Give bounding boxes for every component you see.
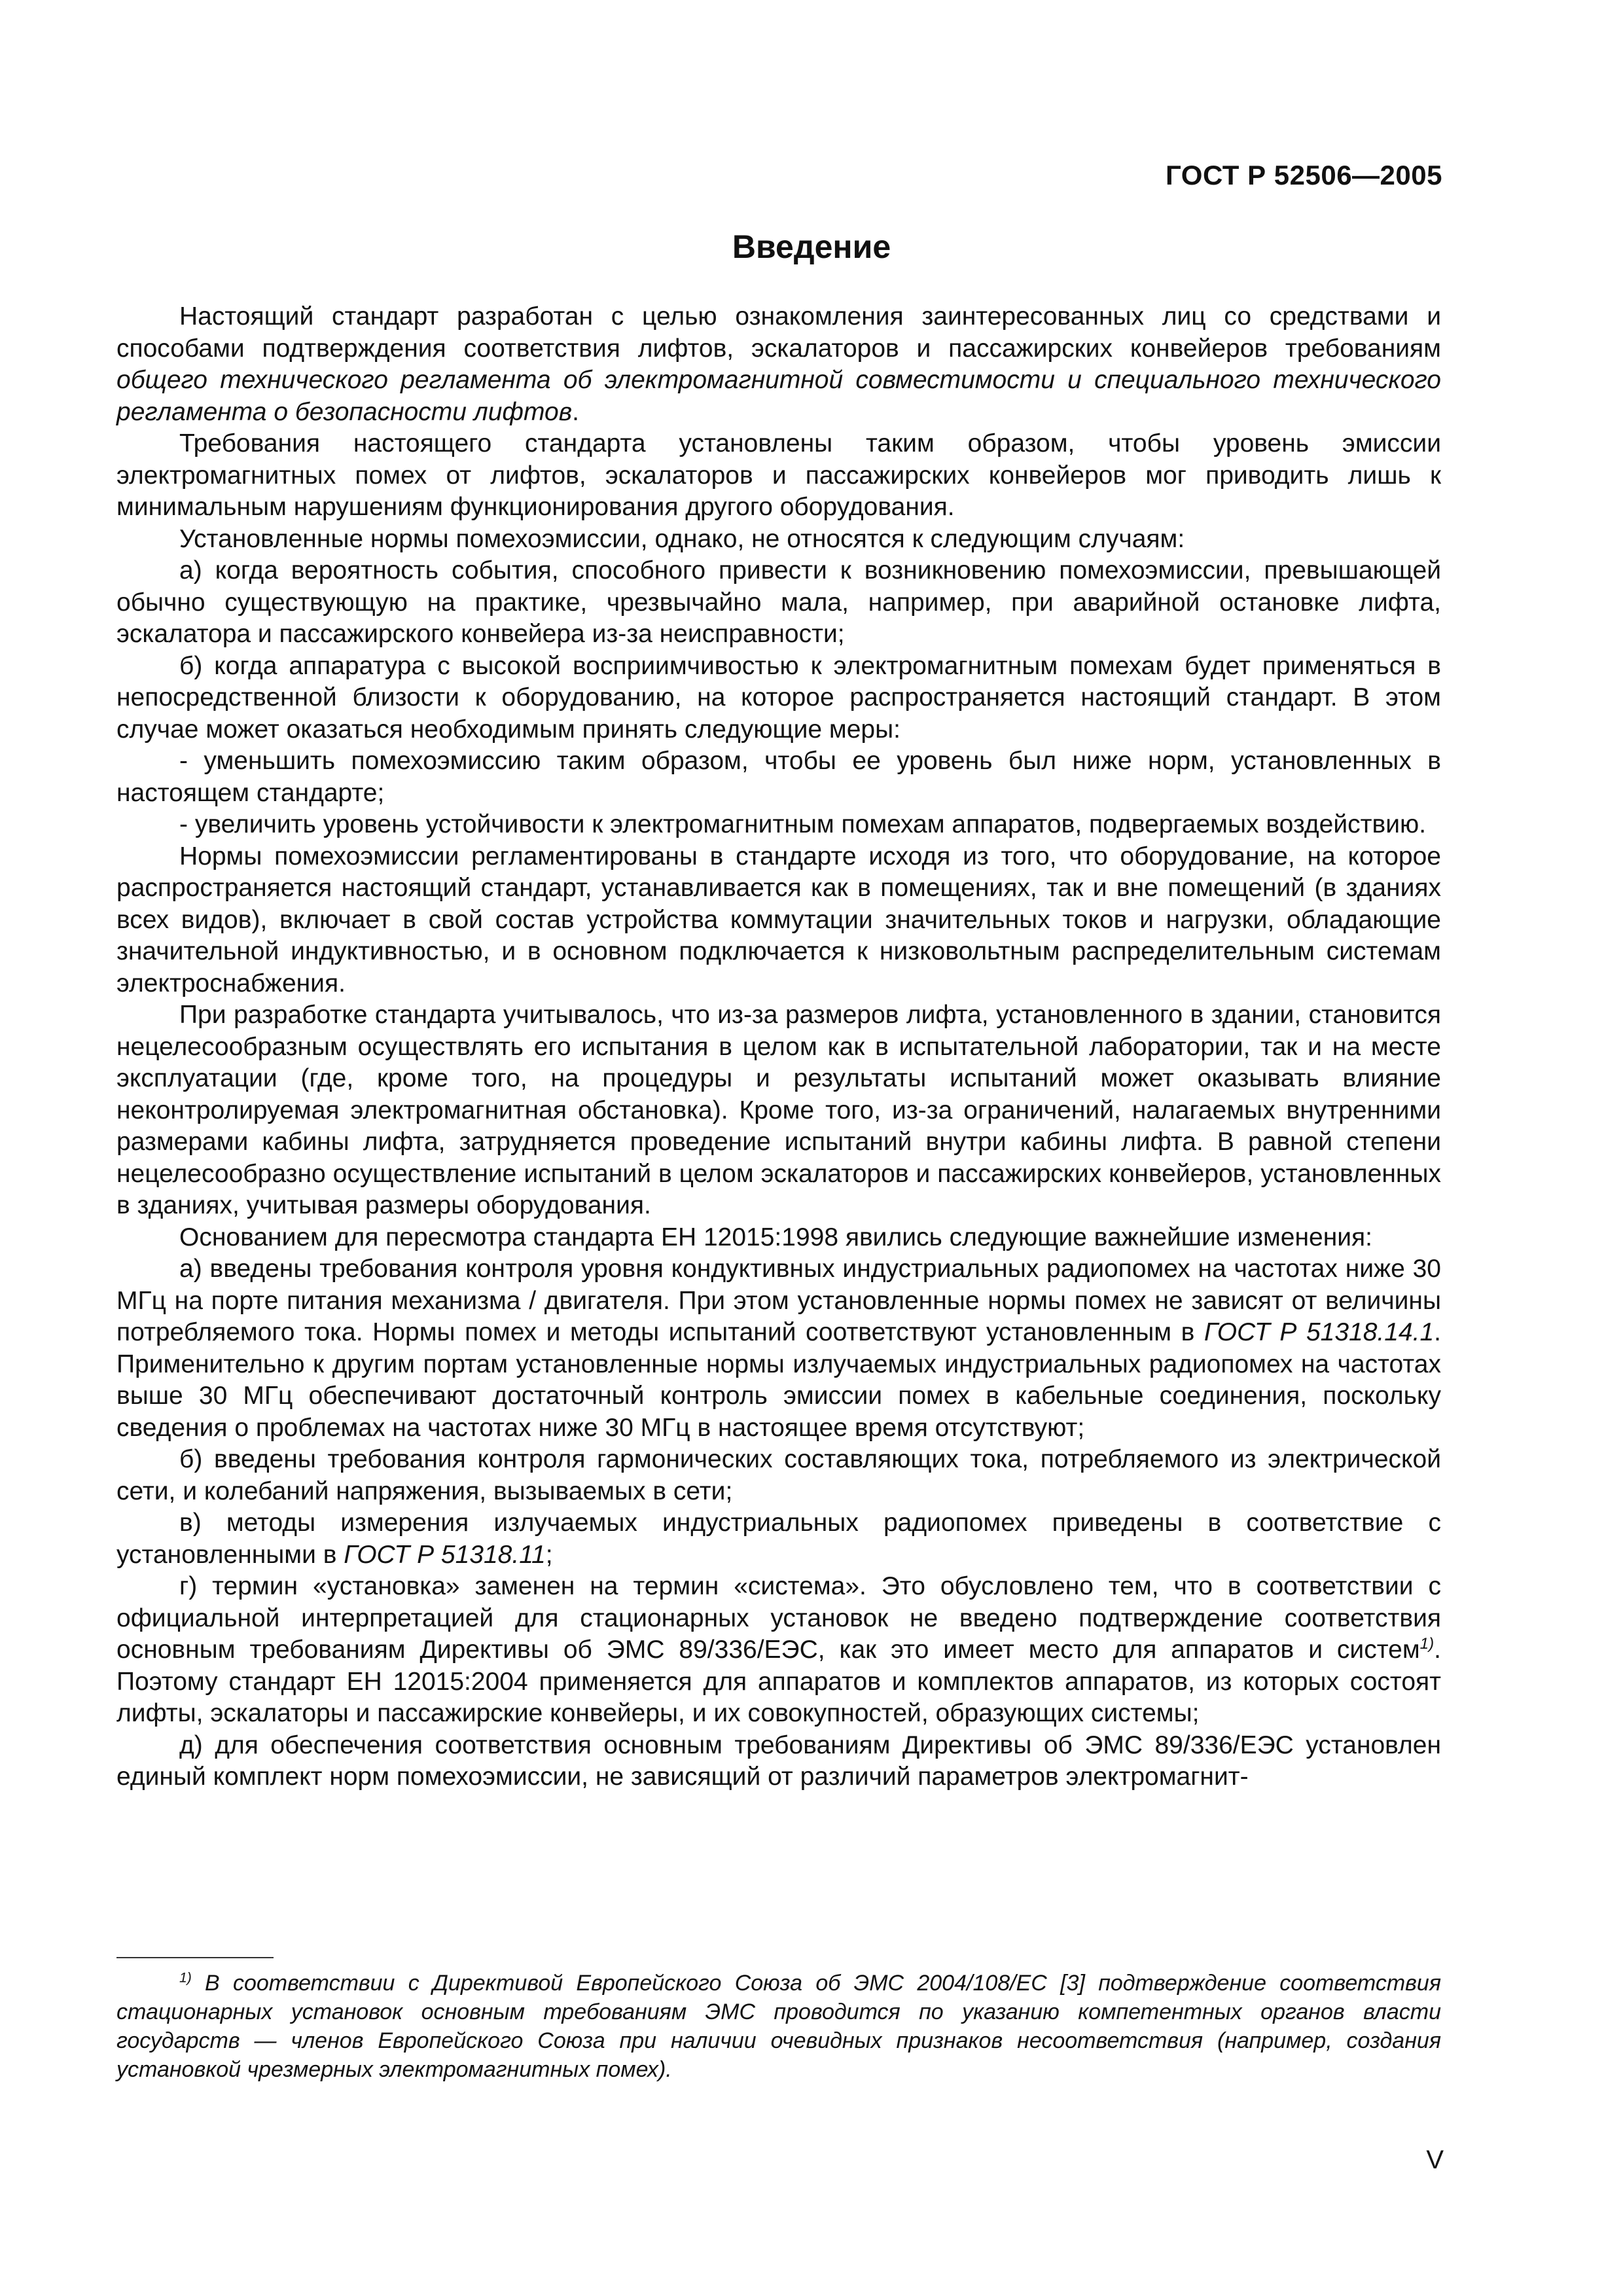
paragraph: Установленные нормы помехоэмиссии, однако, не относятся к следующим случаям:	[179, 524, 1185, 553]
list-item: а) когда вероятность события, способного привести к возникновению помехоэмиссии, превышающей обычно существующую на практике, чрезвычайно мала, например, при аварийной остановке лифта, эскалатора и пассажирского конвейера из-за неисправности;	[116, 556, 1441, 648]
paragraph-text: ;	[545, 1540, 553, 1569]
footnote-paragraph	[116, 1969, 1441, 2084]
paragraph-text: Настоящий стандарт разработан с целью ознакомления заинтересованных лиц со средствами и способами подтверждения соответствия лифтов, эскалаторов и пассажирских конвейеров требованиям	[116, 302, 1441, 363]
paragraph-text: . Применительно к другим портам установленные нормы излучаемых индустриальных радиопомех на частотах выше 30 МГц обеспечивают достаточный контроль эмиссии помех в кабельные соединения, поскольку сведения о проблемах на частотах ниже 30 МГц в настоящее время отсутствуют;	[116, 1318, 1441, 1442]
list-item: - увеличить уровень устойчивости к электромагнитным помехам аппаратов, подвергаемых воздействию.	[179, 810, 1427, 838]
footnote	[116, 1969, 1441, 2084]
section-title: Введение	[732, 228, 891, 265]
paragraph-text: .	[572, 397, 579, 426]
list-item: б) введены требования контроля гармонических составляющих тока, потребляемого из электрической сети, и колебаний напряжения, вызываемых в сети;	[116, 1445, 1441, 1505]
footnote-divider	[116, 1957, 274, 1958]
list-item	[116, 1571, 1441, 1730]
document-code: ГОСТ Р 52506—2005	[1166, 160, 1442, 190]
footnote-reference: 1)	[1419, 1635, 1435, 1653]
standard-reference: ГОСТ Р 51318.11	[344, 1540, 546, 1569]
paragraph-text: в) методы измерения излучаемых индустриальных радиопомех приведены в соответствие с установленными в	[116, 1509, 1441, 1569]
list-item	[116, 1253, 1441, 1444]
paragraph-text: а) введены требования контроля уровня кондуктивных индустриальных радиопомех на частотах ниже 30 МГц на порте питания механизма / двигателя. При этом установленные нормы помех не зависят от величины потребляемого тока. Нормы помех и методы испытаний соответствуют установленным в	[116, 1255, 1441, 1346]
list-item	[116, 1507, 1441, 1571]
paragraph-text: . Поэтому стандарт ЕН 12015:2004 применяется для аппаратов и комплектов аппаратов, из которых состоят лифты, эскалаторы и пассажирские конвейеры, и их совокупностей, образующих системы;	[116, 1636, 1441, 1727]
list-item: д) для обеспечения соответствия основным требованиям Директивы об ЭМС 89/336/ЕЭС установлен единый комплект норм помехоэмиссии, не зависящий от различий параметров электромагнит-	[116, 1731, 1441, 1791]
list-item: б) когда аппаратура с высокой восприимчивостью к электромагнитным помехам будет применяться в непосредственной близости к оборудованию, на которое распространяется настоящий стандарт. В этом случае может оказаться необходимым принять следующие меры:	[116, 651, 1441, 744]
body-text	[116, 301, 1441, 1793]
paragraph: Основанием для пересмотра стандарта ЕН 12015:1998 явились следующие важнейшие изменения:	[179, 1223, 1373, 1251]
paragraph: Нормы помехоэмиссии регламентированы в стандарте исходя из того, что оборудование, на которое распространяется настоящий стандарт, устанавливается как в помещениях, так и вне помещений (в зданиях всех видов), включает в свой состав устройства коммутации значительных токов и нагрузки, обладающие значительной индуктивностью, и в основном подключается к низковольтным распределительным системам электроснабжения.	[116, 842, 1441, 997]
paragraph	[116, 301, 1441, 428]
paragraph: При разработке стандарта учитывалось, что из-за размеров лифта, установленного в здании, становится нецелесообразным осуществлять его испытания в целом как в испытательной лаборатории, так и на месте эксплуатации (где, кроме того, на процедуры и результаты испытаний может оказывать влияние неконтролируемая электромагнитная обстановка). Кроме того, из-за ограничений, налагаемых внутренними размерами кабины лифта, затрудняется проведение испытаний внутри кабины лифта. В равной степени нецелесообразно осуществление испытаний в целом эскалаторов и пассажирских конвейеров, установленных в зданиях, учитывая размеры оборудования.	[116, 1001, 1441, 1219]
standard-reference: ГОСТ Р 51318.14.1	[1204, 1318, 1435, 1346]
footnote-text: В соответствии с Директивой Европейского Союза об ЭМС 2004/108/ЕС [3] подтверждение соответствия стационарных установок основным требованиям ЭМС проводится по указанию компетентных органов власти государств — членов Европейского Союза при наличии очевидных признаков несоответствия (например, создания установкой чрезмерных электромагнитных помех).	[116, 1971, 1441, 2082]
italic-text: общего технического регламента об электромагнитной совместимости и специального технического регламента о безопасности лифтов	[116, 366, 1441, 426]
paragraph: Требования настоящего стандарта установлены таким образом, чтобы уровень эмиссии электромагнитных помех от лифтов, эскалаторов и пассажирских конвейеров мог приводить лишь к минимальным нарушениям функционирования другого оборудования.	[116, 429, 1441, 521]
page-number: V	[1426, 2145, 1444, 2174]
footnote-marker: 1)	[179, 1970, 192, 1986]
paragraph-text: г) термин «установка» заменен на термин «система». Это обусловлено тем, что в соответствии с официальной интерпретацией для стационарных установок не введено подтверждение соответствия основным требованиям Директивы об ЭМС 89/336/ЕЭС, как это имеет место для аппаратов и систем	[116, 1572, 1441, 1664]
list-item: - уменьшить помехоэмиссию таким образом, чтобы ее уровень был ниже норм, установленных в настоящем стандарте;	[116, 747, 1441, 807]
